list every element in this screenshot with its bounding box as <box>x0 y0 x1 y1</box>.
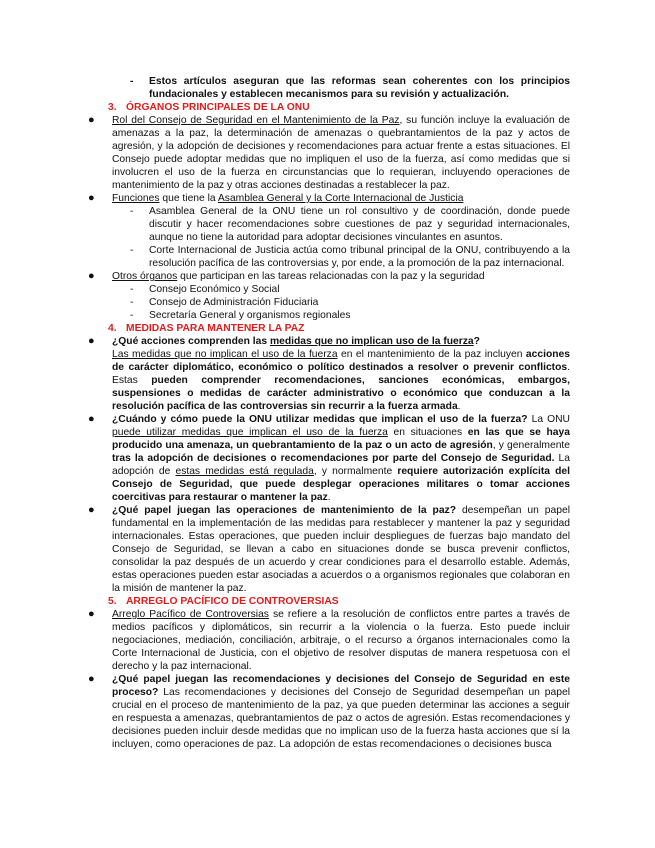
general-assembly-text: Asamblea General de la ONU tiene un rol consultivo y de coordinación, donde puede discutir y hacer recomendaciones sobre cuestiones de paz y seguridad internacionales, aunque no tiene la autoridad para adoptar decisiones vinculantes en asuntos. <box>149 206 570 243</box>
section-5-heading <box>108 595 570 608</box>
question-3: ¿Qué papel juegan las operaciones de mantenimiento de la paz? <box>112 505 457 516</box>
bullet-icon: ● <box>88 270 95 282</box>
court-item <box>112 244 570 270</box>
force-measures-link[interactable]: puede utilizar medidas que implican el uso de la fuerza <box>112 427 388 438</box>
other-organ-item <box>112 309 570 322</box>
answer-2-bold-3: tras la adopción de decisiones o recomendaciones por parte del Consejo de Seguridad. <box>112 453 555 464</box>
section-5-number: 5. <box>108 596 117 607</box>
bullet-icon: ● <box>88 192 95 204</box>
dash-marker: - <box>130 245 134 256</box>
dash-marker: - <box>130 297 134 308</box>
no-force-measures-link[interactable]: medidas que no implican uso de la fuerza <box>269 336 474 347</box>
section-4-bullet-3 <box>88 504 570 595</box>
bullet-icon: ● <box>88 608 95 620</box>
dash-marker: - <box>130 310 134 321</box>
answer-2-text-b: en situaciones <box>387 427 468 438</box>
other-organs-text: que participan en las tareas relacionadas con la paz y la seguridad <box>177 271 485 282</box>
section-3-number: 3. <box>108 102 117 113</box>
section-4-title: MEDIDAS PARA MANTENER LA PAZ <box>126 323 305 334</box>
section-4-number: 4. <box>108 323 117 334</box>
other-organ-label: Consejo de Administración Fiduciaria <box>149 297 319 308</box>
section-5-bullet-1 <box>88 608 570 673</box>
answer-4-text: Las recomendaciones y decisiones del Consejo de Seguridad desempeñan un papel crucial en el proceso de mantenimiento de la paz, ya que pueden determinar las acciones a seguir en respuesta a amenazas, quebrantamientos de paz o actos de agresión. Estas recomendaciones y decisiones pueden incluir desde medidas que no implican uso de la fuerza hasta acciones que sí la incluyen, como operaciones de paz. La adopción de estas recomendaciones o decisiones busca <box>112 687 570 750</box>
question-2: ¿Cuándo y cómo puede la ONU utilizar medidas que implican el uso de la fuerza? <box>112 414 528 425</box>
security-council-role-link[interactable]: Rol del Consejo de Seguridad en el Mantenimiento de la Paz <box>112 115 400 126</box>
question-1-start: ¿Qué acciones comprenden las <box>112 336 270 347</box>
section-4-bullet-1 <box>88 335 570 413</box>
question-4: ¿Qué papel juegan las recomendaciones y decisiones del Consejo de Seguridad en este proceso? <box>112 674 570 698</box>
section-5-title: ARREGLO PACÍFICO DE CONTROVERSIAS <box>126 596 339 607</box>
answer-1-text-b: . Estas <box>112 362 570 386</box>
section-5-bullet-2 <box>88 673 570 751</box>
peaceful-settlement-text: se refiere a la resolución de conflictos entre partes a través de medios pacíficos y diplomáticos, sin recurrir a la violencia o la fuerza. Esto puede incluir negociaciones, mediación, conciliación, arbitraje, o el recurso a órganos internacionales como la Corte Internacional de Justicia, con el objetivo de resolver disputas de manera respetuosa con el derecho y la paz internacional. <box>112 609 570 672</box>
bullet-icon: ● <box>88 413 95 425</box>
answer-2-text-f: . <box>327 492 331 503</box>
no-force-measures-paragraph-link[interactable]: Las medidas que no implican el uso de la fuerza <box>112 349 338 360</box>
answer-2-text-c: , y generalmente <box>492 440 571 451</box>
dash-marker: - <box>130 76 134 87</box>
answer-2-text-d: La adopción de <box>112 453 570 477</box>
bullet-icon: ● <box>88 335 95 347</box>
bullet-icon: ● <box>88 504 95 516</box>
answer-2-bold-2: en las que se haya producido una amenaza, un quebrantamiento de la paz o un acto de agresión <box>112 427 570 451</box>
answer-1-text-c: . <box>457 401 461 412</box>
security-council-role-text: , su función incluye la evaluación de amenazas a la paz, la determinación de amenazas o quebrantamientos de la paz y actos de agresión, y la adopción de decisiones y recomendaciones para actuar frente a estas situaciones. El Consejo puede adoptar medidas que no impliquen el uso de la fuerza, así como medidas que si involucren el uso de la fuerza en circunstancias que lo requieran, incluyendo operaciones de mantenimiento de la paz y otras acciones destinadas a restablecer la paz. <box>112 115 570 191</box>
answer-1-text-a: en el mantenimiento de la paz incluyen <box>337 349 526 360</box>
bullet-icon: ● <box>88 114 95 126</box>
section-3-title: ÓRGANOS PRINCIPALES DE LA ONU <box>126 102 310 113</box>
other-organs-link[interactable]: Otros órganos <box>112 271 178 282</box>
functions-link[interactable]: Funciones <box>112 193 160 204</box>
intro-dash-item <box>112 75 570 101</box>
intro-dash-text: Estos artículos aseguran que las reformas sean coherentes con los principios fundacionales y establecen mecanismos para su revisión y actualización. <box>149 76 570 100</box>
other-organ-label: Secretaría General y organismos regionales <box>149 310 351 321</box>
functions-mid-text: que tiene la <box>159 193 218 204</box>
regulated-measures-link[interactable]: estas medidas está regulada <box>175 466 314 477</box>
other-organ-item <box>112 283 570 296</box>
section-3-heading <box>108 101 570 114</box>
section-4-bullet-2 <box>88 413 571 504</box>
dash-marker: - <box>130 284 134 295</box>
section-4-heading <box>108 322 570 335</box>
court-text: Corte Internacional de Justicia actúa como tribunal principal de la ONU, contribuyendo a la resolución pacífica de las controversias y, por ende, a la promoción de la paz internacional. <box>149 245 570 269</box>
dash-marker: - <box>130 206 134 217</box>
peaceful-settlement-link[interactable]: Arreglo Pacífico de Controversias <box>112 609 269 620</box>
other-organ-label: Consejo Económico y Social <box>149 284 280 295</box>
general-assembly-court-link[interactable]: Asamblea General y la Corte Internacional de Justicia <box>217 193 464 204</box>
section-3-bullet-2 <box>88 192 570 205</box>
section-3-bullet-1 <box>88 114 570 192</box>
other-organ-item <box>112 296 570 309</box>
section-3-bullet-3 <box>88 270 570 283</box>
bullet-icon: ● <box>88 673 95 685</box>
answer-2-text-a: La ONU <box>527 414 570 425</box>
answer-1-bold-2: pueden comprender recomendaciones, sanciones económicas, embargos, suspensiones o medidas de carácter administrativo o económico que conduzcan a la resolución pacífica de las controversias sin recurrir a la fuerza armada <box>112 375 570 412</box>
answer-2-bold-4: requiere autorización explícita del Consejo de Seguridad, que puede desplegar operaciones militares o tomar acciones coercitivas para restaurar o mantener la paz <box>112 466 571 503</box>
general-assembly-item <box>112 205 570 244</box>
question-1-end: ? <box>473 336 480 347</box>
answer-3-text: desempeñan un papel fundamental en la implementación de las medidas para restablecer y mantener la paz y seguridad internacionales. Estas operaciones, que pueden incluir despliegues de fuerzas bajo mandato del Consejo de Seguridad, se llevan a cabo en situaciones donde se busca prevenir conflictos, consolidar la paz después de un acuerdo y crear condiciones para el desarrollo estable. Además, estas operaciones pueden estar asociadas a acuerdos o a organismos regionales que colaboran en la misión de mantener la paz. <box>112 505 570 594</box>
answer-1-bold-1: acciones de carácter diplomático, económico o político destinados a resolver o prevenir conflictos <box>112 349 570 373</box>
answer-2-text-e: , y normalmente <box>313 466 398 477</box>
